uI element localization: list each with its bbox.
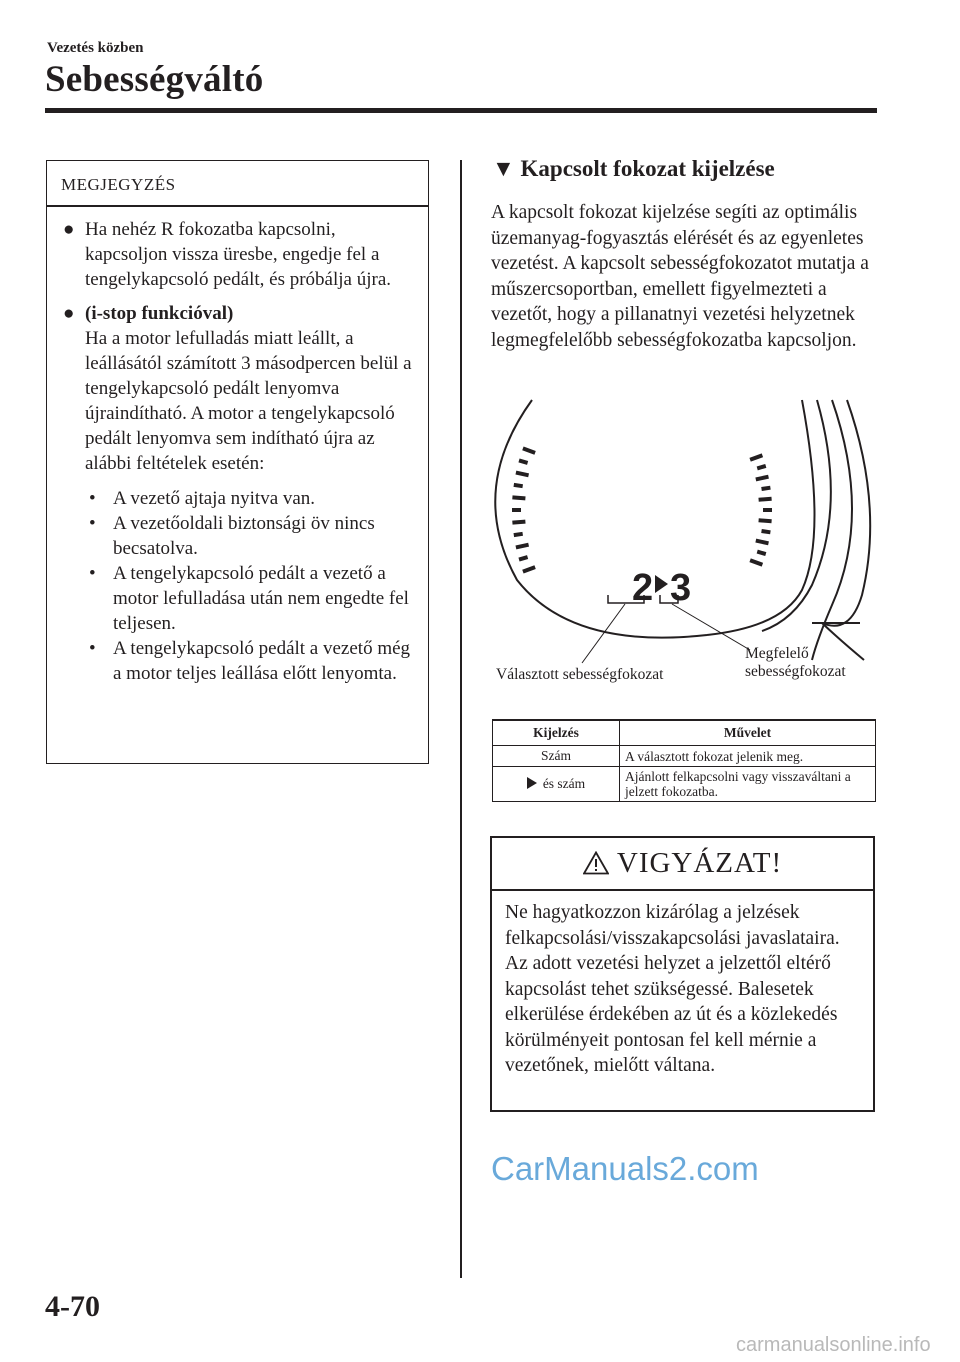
triangle-arrow-icon bbox=[527, 777, 537, 789]
condition-item bbox=[85, 636, 418, 686]
note-item bbox=[63, 301, 418, 686]
column-divider bbox=[460, 160, 462, 1278]
condition-text: A tengelykapcsoló pedált a vezető még a motor teljes leállása előtt lenyomta. bbox=[113, 638, 411, 684]
gauge-tick bbox=[757, 466, 766, 469]
sub-bullet-icon: • bbox=[89, 488, 96, 509]
table-header-cell: Művelet bbox=[620, 720, 876, 746]
gauge-tick bbox=[757, 552, 766, 555]
caption-line: Megfelelő bbox=[745, 645, 809, 662]
note-body bbox=[63, 217, 418, 695]
table-cell bbox=[493, 767, 620, 802]
section-label: Vezetés közben bbox=[47, 40, 144, 56]
note-heading: MEGJEGYZÉS bbox=[61, 175, 176, 194]
table-row bbox=[493, 767, 876, 802]
title-rule bbox=[45, 108, 877, 113]
footer-watermark: carmanualsonline.info bbox=[736, 1334, 931, 1356]
note-item-text: Ha nehéz R fokozatba kapcsolni, kapcsoljon vissza üresbe, engedje fel a tengelykapcsoló pedált, és próbálja újra. bbox=[85, 219, 392, 290]
warning-divider bbox=[492, 889, 873, 891]
gauge-tick bbox=[759, 499, 772, 500]
table-row bbox=[493, 746, 876, 767]
condition-list bbox=[85, 486, 418, 686]
note-item-title: (i-stop funkcióval) bbox=[85, 303, 234, 324]
gauge-tick bbox=[519, 557, 528, 560]
gauge-tick bbox=[512, 497, 525, 498]
sub-bullet-icon: • bbox=[89, 638, 96, 659]
gauge-tick bbox=[512, 522, 525, 523]
condition-item bbox=[85, 511, 418, 561]
gauge-tick bbox=[756, 541, 769, 544]
intro-paragraph: A kapcsolt fokozat kijelzése segíti az optimális üzemanyag-fogyasztás elérését és az egyenletes vezetést. A kapcsolt sebességfokozatot mutatja a műszercsoportban, emellett figyelmezteti a vezetőt, hogy a pillanatnyi vezetési helyzetnek legmegfelelőbb sebességfokozatba kapcsoljon. bbox=[491, 202, 869, 351]
caption-line: sebességfokozat bbox=[745, 663, 846, 680]
gauge-tick bbox=[519, 460, 528, 463]
gauge-tick bbox=[516, 473, 529, 476]
gauge-tick bbox=[762, 531, 771, 532]
condition-text: A vezetőoldali biztonsági öv nincs becsatolva. bbox=[113, 513, 375, 559]
recommended-gear-digit: 3 bbox=[670, 567, 692, 609]
gauge-tick bbox=[750, 560, 762, 564]
note-item-text: Ha a motor lefulladás miatt leállt, a leállásától számított 3 másodpercen belül a tengelykapcsoló pedált lenyomva újraindítható. A motor a tengelykapcsoló pedált lenyomva sem indítható újra az alábbi feltételek esetén: bbox=[85, 328, 412, 474]
bullet-icon: ● bbox=[63, 219, 75, 240]
note-box bbox=[46, 160, 429, 764]
note-divider bbox=[47, 205, 428, 207]
gauge-rings bbox=[495, 400, 870, 660]
gauge-tick bbox=[756, 477, 769, 480]
warning-triangle-icon bbox=[583, 851, 609, 875]
gauge-tick bbox=[523, 448, 535, 453]
warning-box bbox=[490, 836, 875, 1112]
current-gear-digit: 2 bbox=[632, 567, 654, 609]
condition-text: A vezető ajtaja nyitva van. bbox=[113, 488, 316, 509]
caption-selected-gear: Választott sebességfokozat bbox=[496, 666, 664, 683]
gauge-tick bbox=[750, 455, 762, 459]
gear-indication-table bbox=[492, 719, 876, 802]
note-item bbox=[63, 217, 418, 292]
section-heading-text: Kapcsolt fokozat kijelzése bbox=[520, 156, 775, 181]
gauge-tick bbox=[514, 534, 523, 535]
condition-text: A tengelykapcsoló pedált a vezető a motor lefulladása után nem engedte fel teljesen. bbox=[113, 563, 409, 634]
gauge-tick bbox=[516, 545, 529, 548]
gauge-tick bbox=[523, 567, 535, 572]
table-cell-text: és szám bbox=[542, 776, 586, 791]
caption-recommended-gear bbox=[745, 645, 846, 681]
gauge-tick bbox=[759, 520, 772, 521]
leader-line-right bbox=[672, 604, 750, 650]
condition-item bbox=[85, 561, 418, 636]
upshift-arrow-icon bbox=[655, 575, 668, 593]
section-heading bbox=[492, 156, 775, 182]
sub-bullet-icon: • bbox=[89, 563, 96, 584]
table-header-cell: Kijelzés bbox=[493, 720, 620, 746]
watermark-logo: CarManuals2.com bbox=[491, 1150, 759, 1187]
warning-title: VIGYÁZAT! bbox=[616, 847, 783, 879]
sub-bullet-icon: • bbox=[89, 513, 96, 534]
page-number: 4-70 bbox=[45, 1290, 100, 1323]
gauge-tick bbox=[762, 488, 771, 489]
gauge-tick bbox=[514, 485, 523, 486]
table-cell: Ajánlott felkapcsolni vagy visszaváltani a jelzett fokozatba. bbox=[620, 767, 876, 802]
bullet-icon: ● bbox=[63, 303, 75, 324]
gauge-tick-marks bbox=[512, 448, 772, 571]
warning-text: Ne hagyatkozzon kizárólag a jelzések felkapcsolási/visszakapcsolási javaslataira. Az adott vezetési helyzet a jelzettől eltérő kapcsolást tehet szükségessé. Balesetek elkerülése érdekében az út és a közlekedés körülményeit pontosan fel kell mérnie a vezetőnek, mielőtt váltana. bbox=[505, 902, 840, 1076]
table-cell: Szám bbox=[493, 746, 620, 767]
triangle-marker-icon: ▼ bbox=[492, 156, 515, 181]
table-header-row bbox=[493, 720, 876, 746]
condition-item bbox=[85, 486, 418, 511]
warning-header bbox=[492, 838, 873, 888]
leader-line-left bbox=[582, 604, 625, 663]
table-cell: A választott fokozat jelenik meg. bbox=[620, 746, 876, 767]
page-title: Sebességváltó bbox=[45, 59, 264, 100]
